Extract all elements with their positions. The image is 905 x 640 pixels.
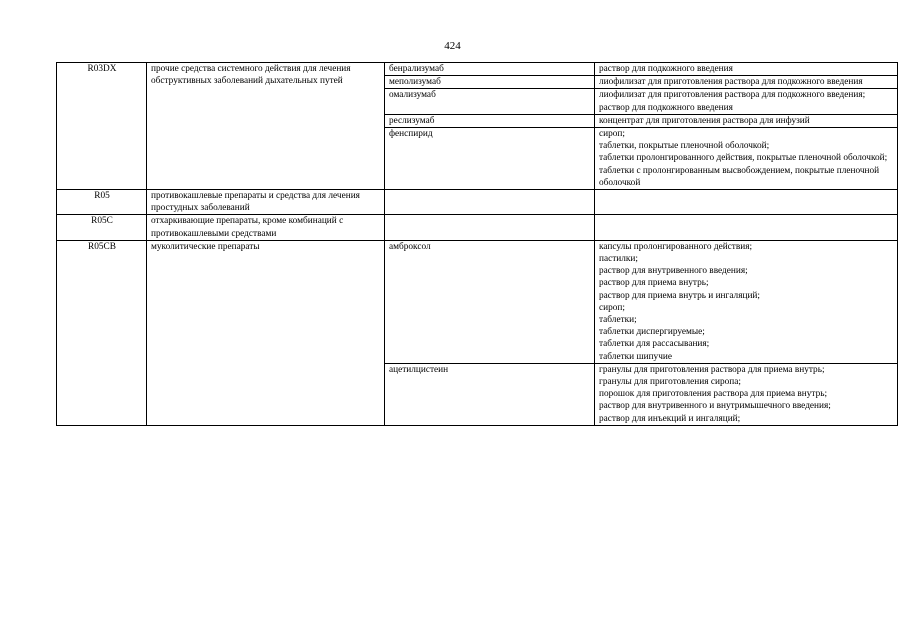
dosage-forms-cell (595, 363, 898, 425)
group-name-cell: противокашлевые препараты и средства для лечения простудных заболеваний (147, 190, 385, 215)
atc-code-cell: R05C (57, 215, 147, 240)
dosage-forms-cell (595, 240, 898, 363)
group-name-cell: муколитические препараты (147, 240, 385, 425)
dosage-form-item: раствор для приема внутрь и ингаляций; (599, 290, 760, 301)
table-body (57, 63, 898, 426)
atc-code-cell: R05 (57, 190, 147, 215)
dosage-form-item: раствор для подкожного введения (599, 64, 733, 74)
table-row (57, 63, 898, 76)
page-number: 424 (444, 40, 461, 52)
dosage-form-item: лиофилизат для приготовления раствора для подкожного введения; (599, 90, 866, 101)
dosage-form-item: таблетки пролонгированного действия, покрытые пленочной оболочкой; (599, 153, 888, 164)
dosage-form-item: таблетки с пролонгированным высвобождением, покрытые пленочной оболочкой (599, 165, 880, 188)
table-row (57, 190, 898, 215)
dosage-form-item: таблетки диспергируемые; (599, 327, 705, 338)
drug-name-cell: бенрализумаб (385, 63, 595, 76)
drug-name-cell (385, 190, 595, 215)
dosage-form-item: порошок для приготовления раствора для приема внутрь; (599, 389, 828, 400)
dosage-form-item: лиофилизат для приготовления раствора для подкожного введения (599, 77, 863, 88)
dosage-form-item: раствор для подкожного введения (599, 102, 733, 113)
dosage-form-item: сироп; (599, 129, 625, 140)
dosage-form-item: гранулы для приготовления раствора для приема внутрь; (599, 364, 825, 375)
dosage-forms-cell (595, 114, 898, 127)
dosage-forms-cell (595, 190, 898, 215)
dosage-form-item: раствор для внутривенного и внутримышечного введения; (599, 401, 831, 412)
dosage-forms-cell (595, 215, 898, 240)
group-name-cell: отхаркивающие препараты, кроме комбинаций с противокашлевыми средствами (147, 215, 385, 240)
drug-name-cell: фенспирид (385, 128, 595, 190)
drug-name-cell (385, 215, 595, 240)
dosage-form-item: гранулы для приготовления сиропа; (599, 377, 741, 388)
drug-name-cell: меполизумаб (385, 76, 595, 89)
atc-code-cell: R03DX (57, 63, 147, 190)
dosage-form-item: концентрат для приготовления раствора для инфузий (599, 115, 810, 126)
dosage-form-item: таблетки шипучие (599, 351, 672, 362)
dosage-form-item: раствор для инъекций и ингаляций; (599, 413, 741, 424)
dosage-form-item: таблетки для рассасывания; (599, 339, 710, 350)
drug-name-cell: амброксол (385, 240, 595, 363)
dosage-forms-cell (595, 128, 898, 190)
dosage-form-item: раствор для приема внутрь; (599, 278, 709, 289)
atc-code-cell: R05CB (57, 240, 147, 425)
dosage-form-item: таблетки, покрытые пленочной оболочкой; (599, 141, 770, 152)
dosage-form-item: раствор для внутривенного введения; (599, 266, 748, 277)
dosage-form-item: пастилки; (599, 254, 638, 265)
dosage-forms-cell (595, 89, 898, 114)
drug-name-cell: омализумаб (385, 89, 595, 114)
table-row (57, 240, 898, 363)
dosage-forms-cell (595, 63, 898, 76)
dosage-forms-cell (595, 76, 898, 89)
drug-classification-table (56, 62, 898, 426)
drug-name-cell: ацетилцистеин (385, 363, 595, 425)
dosage-form-item: капсулы пролонгированного действия; (599, 241, 753, 252)
drug-name-cell: реслизумаб (385, 114, 595, 127)
dosage-form-item: таблетки; (599, 315, 637, 326)
dosage-form-item: сироп; (599, 302, 625, 313)
table-row (57, 215, 898, 240)
group-name-cell: прочие средства системного действия для лечения обструктивных заболеваний дыхательных путей (147, 63, 385, 190)
